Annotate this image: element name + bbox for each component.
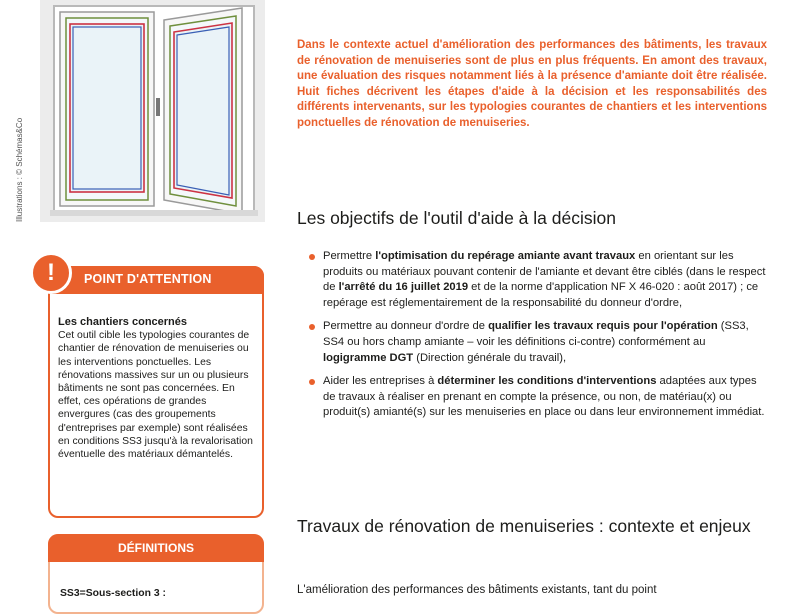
bullet-bold: qualifier les travaux requis pour l'opération	[488, 320, 718, 333]
attention-title: POINT D'ATTENTION	[84, 272, 212, 286]
bullet-dot-icon	[309, 254, 315, 260]
attention-header	[48, 266, 264, 294]
bullet-text: Permettre au donneur d'ordre de	[323, 320, 489, 333]
bullet-dot-icon	[309, 324, 315, 330]
window-drawing	[40, 0, 265, 222]
exclamation-icon: !	[30, 252, 72, 294]
bullet-text: Aider les entreprises à	[323, 375, 438, 388]
intro-paragraph: Dans le contexte actuel d'amélioration des performances des bâtiments, les travaux de rénovation de menuiseries sont de plus en plus fréquents. En amont des travaux, une évaluation des risques notamment liés à la présence d'amiante doit être réalisée. Huit fiches décrivent les étapes d'aide à la décision et les responsabilités des différents intervenants, sur les typologies courantes de chantiers et les interventions ponctuelles de rénovation de menuiseries.	[297, 39, 767, 129]
list-item	[306, 319, 766, 366]
definitions-box	[48, 534, 264, 614]
section-objectives-title: Les objectifs de l'outil d'aide à la décision	[297, 208, 616, 228]
objectives-list	[306, 249, 766, 429]
window-illustration	[40, 0, 265, 222]
bullet-text: (Direction générale du travail),	[413, 351, 567, 364]
attention-subtitle: Les chantiers concernés	[58, 316, 188, 328]
bullet-text: en orientant sur les produits ou matériaux pouvant contenir de l'amiante et devant être ciblés (dans le respect de	[323, 250, 766, 294]
bullet-bold: l'optimisation du repérage amiante avant travaux	[375, 250, 636, 262]
definitions-header	[48, 534, 264, 562]
bullet-bold: déterminer les conditions d'interventions	[437, 375, 657, 388]
section-context-title: Travaux de rénovation de menuiseries : contexte et enjeux	[297, 516, 751, 536]
list-item	[306, 249, 766, 311]
list-item	[306, 374, 766, 421]
bullet-text: adaptées aux types de travaux à réaliser en prenant en compte la présence, ou non, de matériau(x) ou produit(s) amianté(s) sur les menuiseries en place ou dans leur environnement immédiat.	[323, 375, 765, 419]
context-paragraph: L'amélioration des performances des bâtiments existants, tant du point	[297, 584, 657, 596]
bullet-text: Permettre	[323, 250, 376, 262]
bullet-text: et de la norme d'application NF X 46-020 : août 2017) ; ce repérage est réglementairement de la responsabilité du donneur d'ordre,	[323, 281, 759, 309]
illustration-credit: Illustrations : © Schémas&Co	[15, 117, 24, 222]
bullet-text: (SS3, SS4 ou hors champ amiante – voir les définitions ci-contre) conformément au	[323, 320, 749, 348]
definition-ss3: SS3=Sous-section 3 :	[60, 588, 166, 599]
attention-text: Cet outil cible les typologies courantes de chantier de rénovation de menuiseries ou les interventions ponctuelles. Les rénovations massives sur un ou plusieurs bâtiments ne sont pas concernées. En effet, ces opérations de grandes envergures (cas des groupements d'entreprises par exemple) sont réalisées en conditions SS3 jusqu'à la revalorisation éventuelle des matériaux démantelés.	[58, 330, 253, 461]
attention-body	[58, 316, 258, 461]
bullet-bold: logigramme DGT	[323, 351, 414, 364]
definitions-title: DÉFINITIONS	[117, 541, 194, 555]
bullet-bold: l'arrêté du 16 juillet 2019	[338, 281, 469, 294]
bullet-dot-icon	[309, 379, 315, 385]
attention-box	[48, 266, 264, 518]
